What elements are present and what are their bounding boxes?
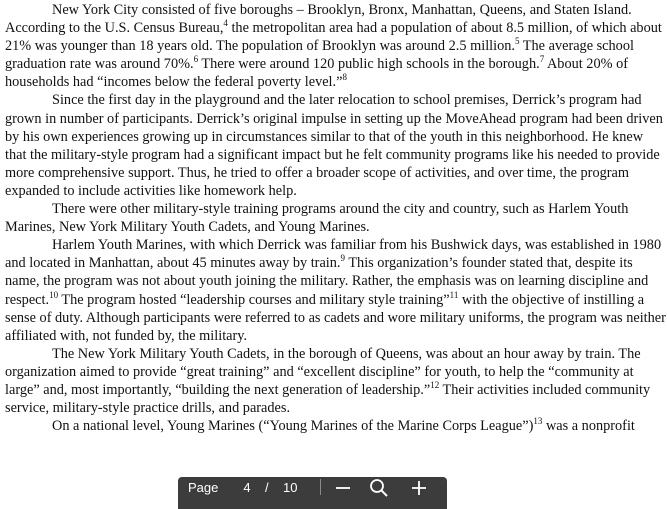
paragraph-text: The average school graduation rate was around 70%. <box>5 38 634 73</box>
body-paragraph <box>5 236 667 345</box>
footnote-reference[interactable]: 9 <box>340 253 345 264</box>
current-page-input[interactable]: 4 <box>243 480 251 495</box>
footnote-reference[interactable]: 8 <box>342 72 347 83</box>
paragraph-text: Since the first day in the playground and the later relocation to school premises, Derrick’s program had grown in number of participants. Derrick’s original impulse in setting up the MoveAhead program had been driven by his own experiences growing up in circumstances similar to that of the youth in this neighborhood. He knew that the military-style program had a significant impact but he felt community programs like his needed to provide more comprehensive support. Thus, he tried to offer a broader scope of activities, and over time, the program expanded to include activities like homework help. <box>5 92 663 199</box>
zoom-fit-button[interactable] <box>368 477 390 499</box>
document-page <box>5 1 667 435</box>
paragraph-text: the metropolitan area had a population of about 8.5 million, of which about 21% was younger than 18 years old. The population of Brooklyn was around 2.5 million. <box>5 20 662 55</box>
body-paragraph <box>5 1 667 91</box>
paragraph-text: On a national level, Young Marines (“Young Marines of the Marine Corps League”) <box>52 418 534 435</box>
paragraph-text: There were around 120 public high schools in the borough. <box>198 56 540 73</box>
paragraph-text: was a nonprofit <box>542 418 635 435</box>
paragraph-text: The New York Military Youth Cadets, in the borough of Queens, was about an hour away by train. The organization aimed to provide “great training” and “excellent discipline” for youth, to help the “community at large” and, most importantly, “building the next generation of leadership.” <box>5 345 641 398</box>
paragraph-text: with the objective of instilling a sense of duty. Although participants were referred to as cadets and wore military uniforms, the program was neither affiliated with, not funded by, the military. <box>5 291 666 344</box>
paragraph-text: Their activities included community service, military-style practice drills, and parades. <box>5 381 651 417</box>
footnote-reference[interactable]: 4 <box>223 18 228 29</box>
paragraph-text: About 20% of households had “incomes below the federal poverty level.” <box>5 56 628 91</box>
footnote-reference[interactable]: 6 <box>193 54 199 65</box>
body-paragraph <box>5 91 667 200</box>
zoom-in-button[interactable] <box>408 477 430 499</box>
footnote-reference[interactable]: 7 <box>539 54 545 65</box>
paragraph-text: There were other military-style training programs around the city and country, such as Harlem Youth Marines, New York Military Youth Cadets, and Young Marines. <box>5 201 629 236</box>
footnote-reference[interactable]: 11 <box>449 289 459 300</box>
paragraph-text: New York City consisted of five boroughs – Brooklyn, Bronx, Manhattan, Queens, and Staten Island. According to the U.S. Census Bureau, <box>5 2 632 37</box>
footnote-reference[interactable]: 13 <box>533 416 543 427</box>
body-paragraph <box>5 417 667 435</box>
page-separator: / <box>265 480 269 495</box>
toolbar-divider <box>320 479 321 495</box>
footnote-reference[interactable]: 5 <box>514 36 520 47</box>
magnifier-icon <box>368 477 390 499</box>
body-paragraph <box>5 345 667 417</box>
total-pages: 10 <box>283 480 298 495</box>
paragraph-text: The program hosted “leadership courses and military style training” <box>58 291 450 308</box>
paragraph-text: This organization’s founder stated that, despite its name, the program was not about youth joining the military. Rather, the emphasis was on learning discipline and respect. <box>5 255 649 308</box>
pdf-toolbar <box>178 477 447 509</box>
plus-icon <box>408 477 430 499</box>
footnote-reference[interactable]: 12 <box>430 380 440 391</box>
minus-icon <box>332 477 354 499</box>
paragraph-text: Harlem Youth Marines, with which Derrick was familiar from his Bushwick days, was established in 1980 and located in Manhattan, about 45 minutes away by train. <box>5 237 662 272</box>
page-label: Page <box>188 480 219 495</box>
zoom-out-button[interactable] <box>332 477 354 499</box>
footnote-reference[interactable]: 10 <box>49 289 59 300</box>
body-paragraph <box>5 200 667 236</box>
